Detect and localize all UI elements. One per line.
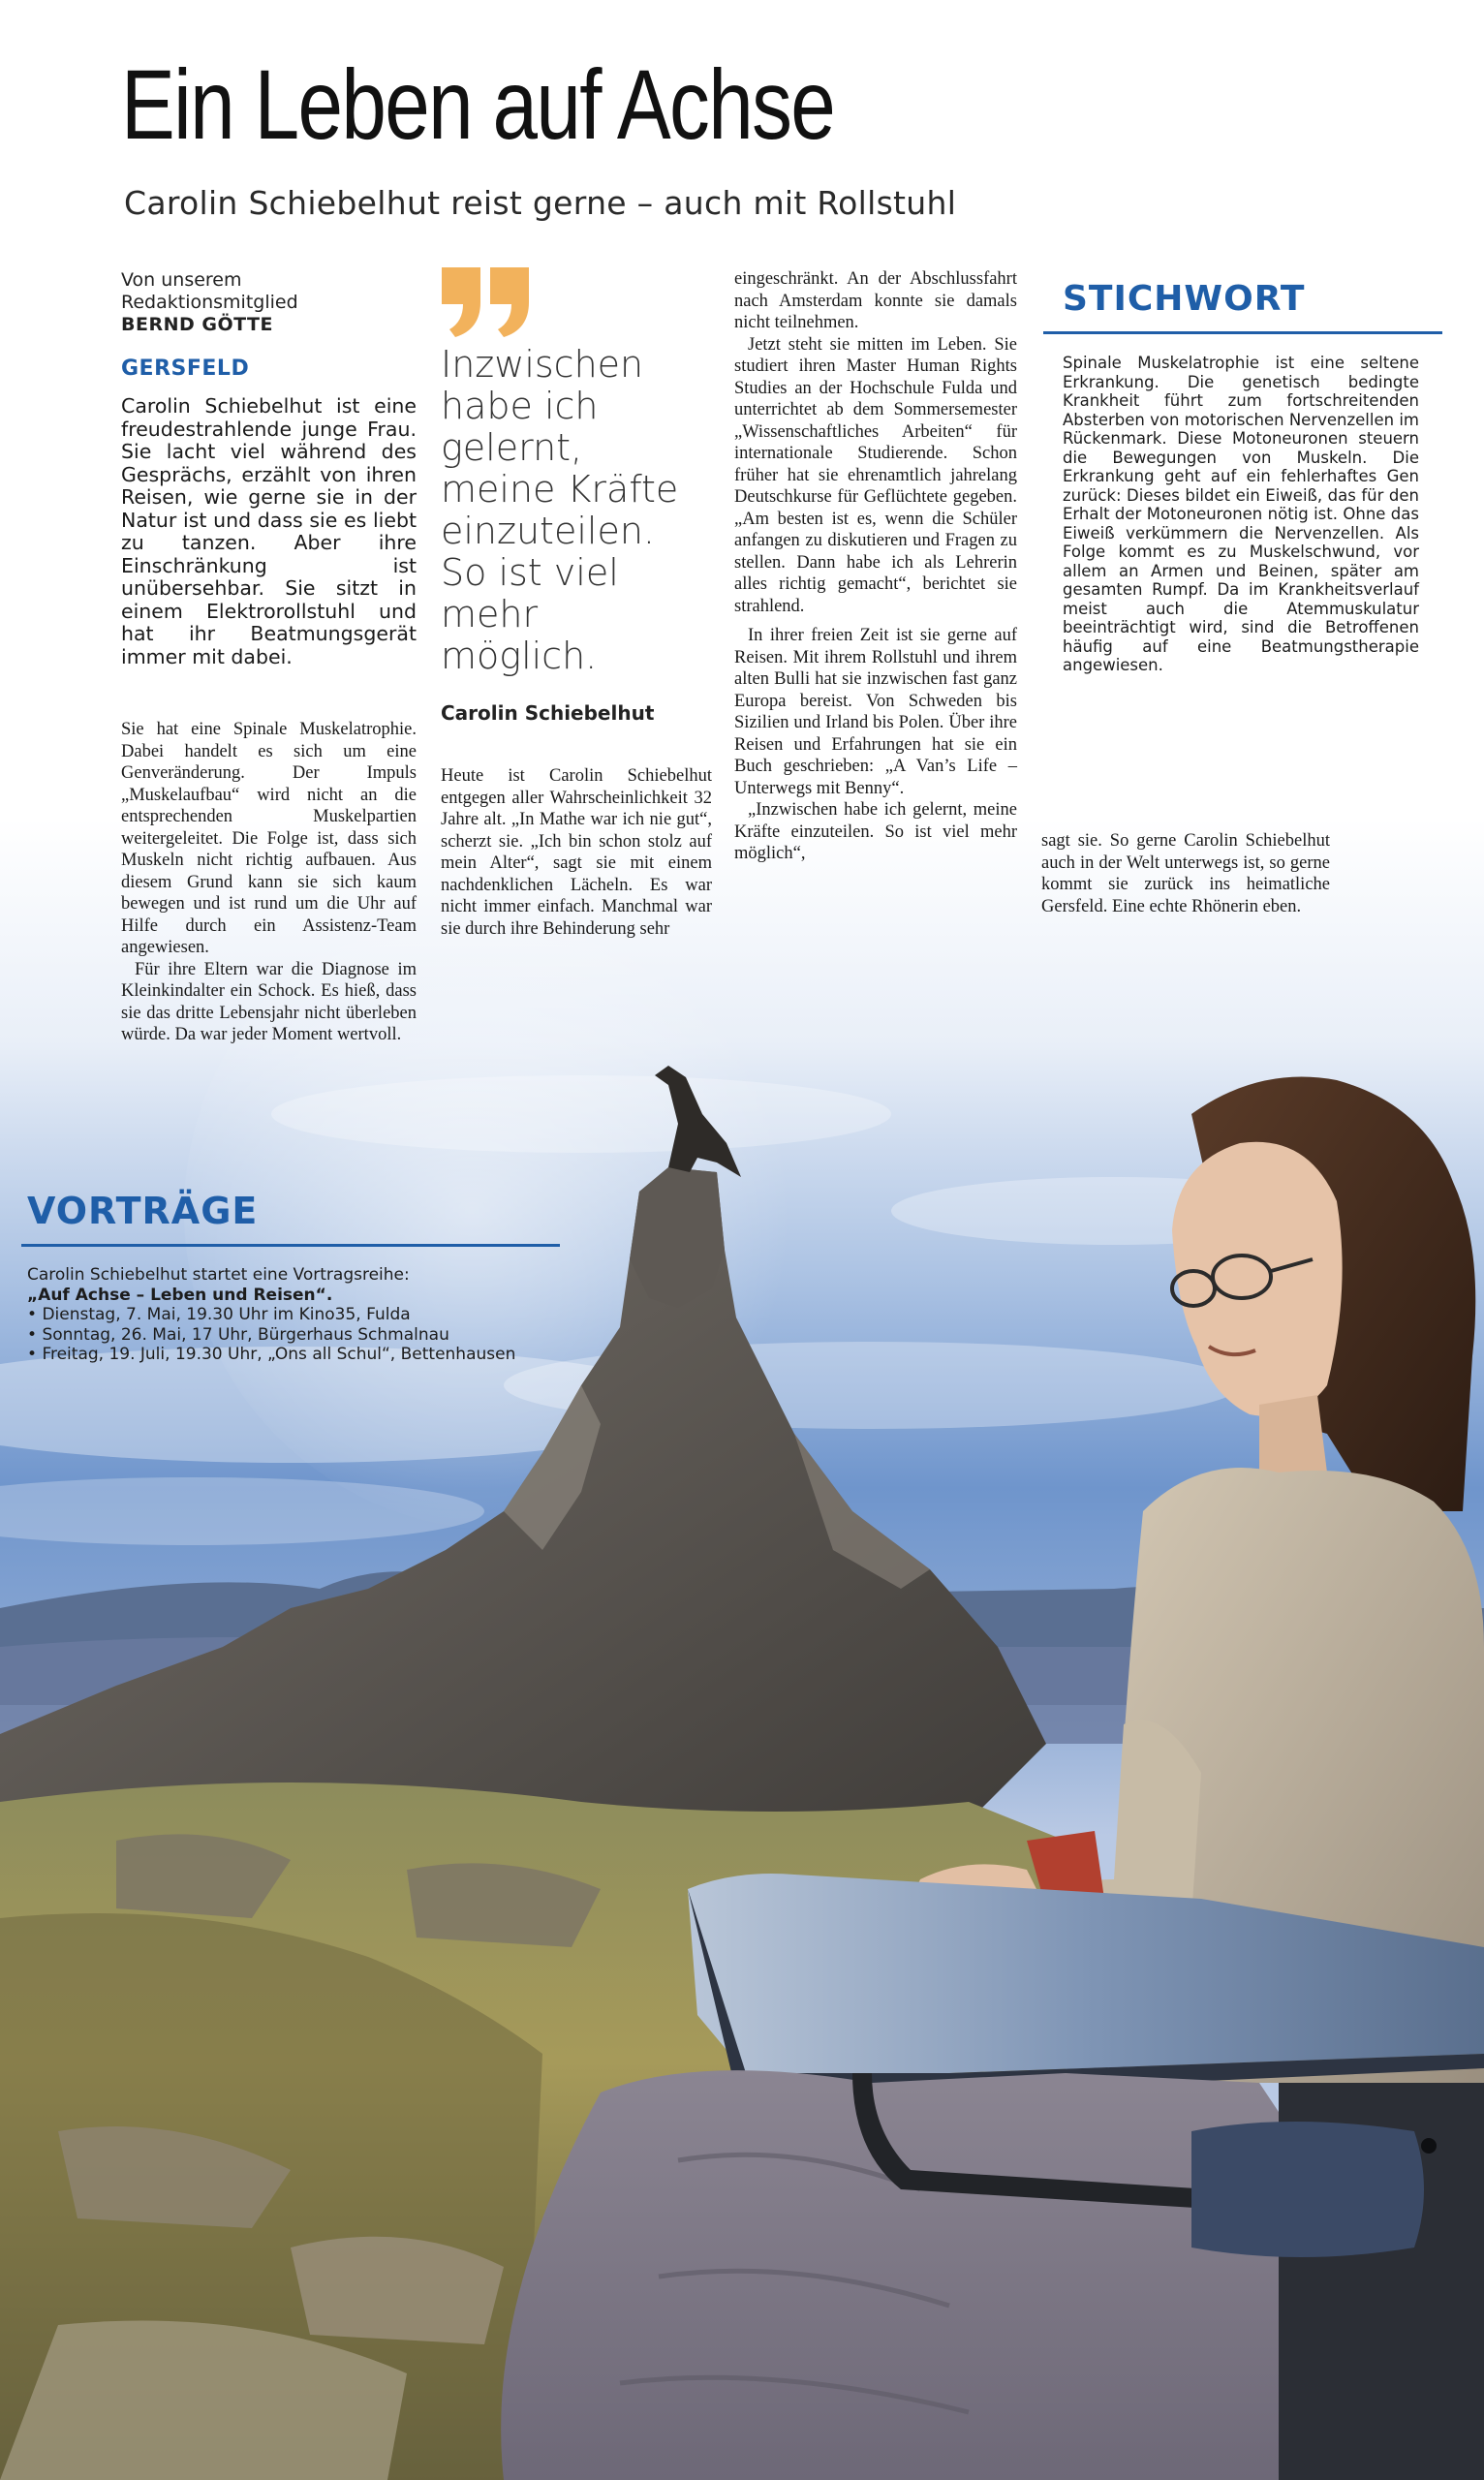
pull-quote-text: Inzwischen habe ich gelernt, meine Kräfte einzuteilen. So ist viel mehr möglich.: [441, 343, 679, 677]
author-name: BERND GÖTTE: [121, 314, 273, 335]
body-column-3: [734, 268, 1017, 865]
vortraege-date-item: • Dienstag, 7. Mai, 19.30 Uhr im Kino35, Fulda: [27, 1305, 570, 1325]
body-paragraph: Für ihre Eltern war die Diagnose im Kleinkindalter ein Schock. Es hieß, dass sie das dritte Lebensjahr nicht überleben würde. Da war jeder Moment wertvoll.: [121, 959, 417, 1044]
dateline: GERSFELD: [121, 356, 250, 381]
subheadline: Carolin Schiebelhut reist gerne – auch mit Rollstuhl: [124, 184, 957, 222]
byline: [121, 269, 412, 336]
vortraege-heading: VORTRÄGE: [27, 1190, 259, 1232]
body-paragraph: Jetzt steht sie mitten im Leben. Sie studiert ihren Master Human Rights Studies an der Hochschule Fulda und unterrichtet ab dem Sommersemester „Wissenschaftliches Arbeiten“ für internationale Studierende. Schon früher hat sie ehrenamtlich jahrelang Deutschkurse für Geflüchtete gegeben. „Am besten ist es, wenn die Schüler anfangen zu diskutieren und Fragen zu stellen. Dann habe ich als Lehrerin alles richtig gemacht“, berichtet sie strahlend.: [734, 334, 1017, 616]
body-paragraph: sagt sie. So gerne Carolin Schiebelhut auch in der Welt unterwegs ist, so gerne kommt sie zurück ins heimatliche Gersfeld. Eine echte Rhönerin eben.: [1041, 831, 1330, 916]
body-paragraph: Heute ist Carolin Schiebelhut entgegen aller Wahrscheinlichkeit 32 Jahre alt. „In Mathe war ich nie gut“, scherzt sie. „Ich bin schon stolz auf mein Alter“, sagt sie mit einem nachdenklichen Lächeln. Es war nicht immer einfach. Manchmal war sie durch ihre Behinderung sehr: [441, 766, 712, 939]
body-column-1: [121, 719, 417, 1046]
stichwort-divider: [1043, 331, 1442, 334]
quote-mark-icon: [438, 264, 535, 341]
pull-quote-author: Carolin Schiebelhut: [441, 701, 655, 725]
vortraege-divider: [21, 1244, 560, 1247]
vortraege-intro: Carolin Schiebelhut startet eine Vortragsreihe:: [27, 1265, 410, 1285]
vortraege-date-list: [27, 1305, 570, 1365]
lead-paragraph-column: [121, 395, 417, 668]
vortraege-series-title: „Auf Achse – Leben und Reisen“.: [27, 1285, 333, 1305]
vortraege-date-item: • Sonntag, 26. Mai, 17 Uhr, Bürgerhaus Schmalnau: [27, 1325, 570, 1346]
lead-paragraph: Carolin Schiebelhut ist eine freudestrahlende junge Frau. Sie lacht viel während des Gesprächs, erzählt von ihren Reisen, wie gerne sie in der Natur ist und dass sie es liebt zu tanzen. Aber ihre Einschränkung ist unübersehbar. Sie sitzt in einem Elektrorollstuhl und hat ihr Beatmungsgerät immer mit dabei.: [121, 394, 417, 668]
vortraege-date-item: • Freitag, 19. Juli, 19.30 Uhr, „Ons all Schul“, Bettenhausen: [27, 1345, 570, 1365]
body-paragraph: Sie hat eine Spinale Muskelatrophie. Dabei handelt es sich um eine Genveränderung. Der Impuls „Muskelaufbau“ wird nicht an die entsprechenden Muskelpartien weitergeleitet. Die Folge ist, dass sich Muskeln nicht richtig aufbauen. Aus diesem Grund kann sie sich kaum bewegen und ist rund um die Uhr auf Hilfe durch ein Assistenz-Team angewiesen.: [121, 720, 417, 957]
body-paragraph: „Inzwischen habe ich gelernt, meine Kräfte einzuteilen. So ist viel mehr möglich“,: [734, 800, 1017, 863]
byline-prefix-line2: Redaktionsmitglied: [121, 292, 298, 313]
body-paragraph: eingeschränkt. An der Abschlussfahrt nach Amsterdam konnte sie damals nicht teilnehmen.: [734, 269, 1017, 332]
body-paragraph: In ihrer freien Zeit ist sie gerne auf Reisen. Mit ihrem Rollstuhl und ihrem alten Bulli hat sie inzwischen fast ganz Europa bereist. Von Schweden bis Sizilien und Irland bis Polen. Über ihre Reisen und Erfahrungen hat sie ein Buch geschrieben: „A Van’s Life – Unterwegs mit Benny“.: [734, 626, 1017, 798]
byline-prefix-line1: Von unserem: [121, 269, 242, 291]
vortraege-box: [27, 1265, 570, 1365]
body-column-2: [441, 765, 712, 940]
headline: Ein Leben auf Achse: [121, 49, 835, 160]
stichwort-heading: STICHWORT: [1063, 279, 1306, 319]
stichwort-body: Spinale Muskelatrophie ist eine seltene Erkrankung. Die genetisch bedingte Krankheit führt zum fortschreitenden Absterben von motorischen Nervenzellen im Rückenmark. Diese Motoneuronen steuern die Bewegungen von Muskeln. Die Erkrankung geht auf ein fehlerhaftes Gen zurück: Dieses bildet ein Eiweiß, das für den Erhalt der Motoneuronen nötig ist. Ohne das Eiweiß verkümmern die Nervenzellen. Als Folge kommt es zu Muskelschwund, vor allem an Armen und Beinen, später am gesamten Rumpf. Da im Krankheitsverlauf meist auch die Atemmuskulatur beeinträchtigt wird, sind die Betroffenen häufig auf eine Beatmungstherapie angewiesen.: [1063, 354, 1419, 674]
body-column-4: [1041, 830, 1330, 917]
